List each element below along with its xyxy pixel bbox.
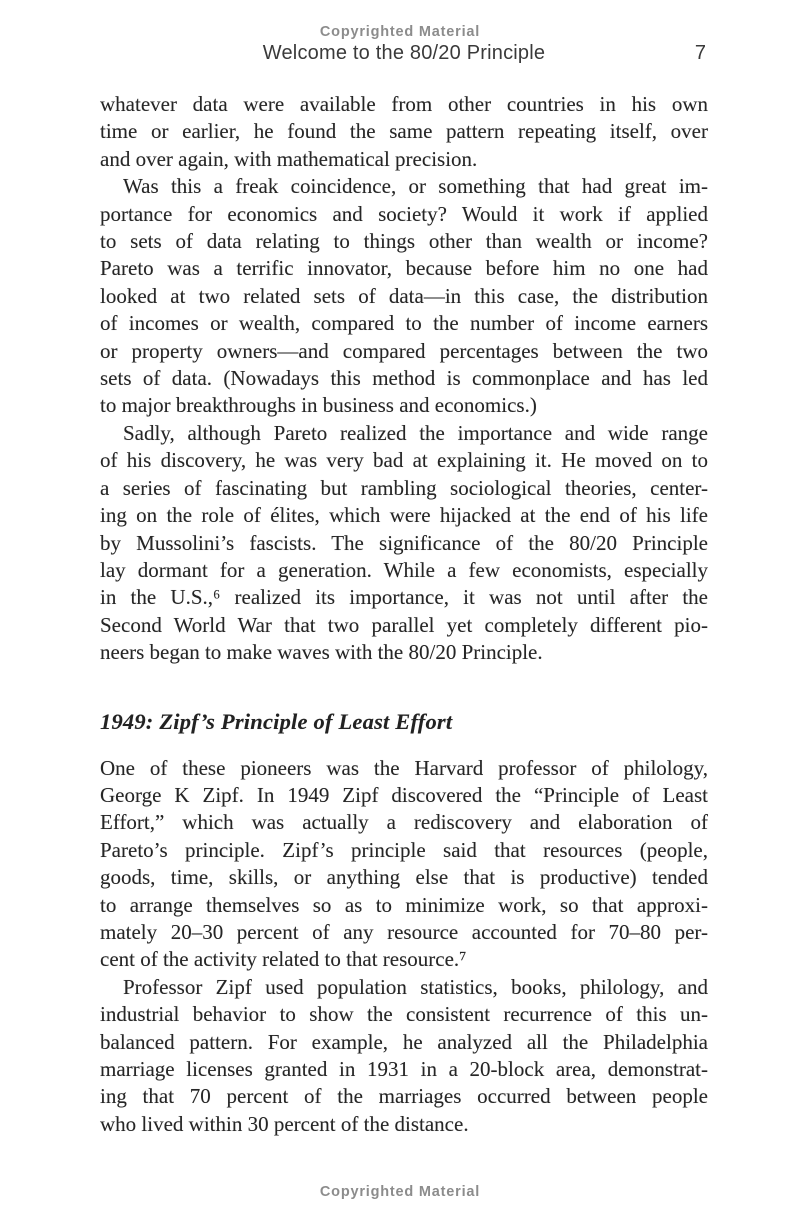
- paragraph: [100, 420, 708, 667]
- copyright-notice-top: Copyrighted Material: [319, 24, 481, 40]
- text-line: Sadly, although Pareto realized the importance and wide range: [123, 420, 708, 445]
- paragraph: [100, 173, 708, 420]
- text-line: Pareto was a terrific innovator, because before him no one had: [100, 256, 708, 281]
- text-line: cent of the activity related to that resource.⁷: [100, 947, 467, 972]
- text-line: George K Zipf. In 1949 Zipf discovered the “Principle of Least: [100, 782, 708, 807]
- running-header: [100, 42, 708, 70]
- text-line: Professor Zipf used population statistics, books, philology, and: [123, 974, 708, 999]
- section-heading: 1949: Zipf’s Principle of Least Effort: [100, 708, 453, 734]
- running-header-title: Welcome to the 80/20 Principle: [262, 42, 546, 64]
- text-line: Was this a freak coincidence, or something that had great im-: [123, 174, 708, 199]
- text-line: goods, time, skills, or anything else that is productive) tended: [100, 865, 708, 890]
- text-line: sets of data. (Nowadays this method is commonplace and has led: [100, 366, 708, 391]
- text-line: neers began to make waves with the 80/20 Principle.: [100, 640, 543, 665]
- text-line: in the U.S.,⁶ realized its importance, it was not until after the: [100, 585, 708, 610]
- text-line: Effort,” which was actually a rediscovery and elaboration of: [100, 810, 708, 835]
- paragraph: [100, 91, 708, 173]
- text-line: a series of fascinating but rambling sociological theories, center-: [100, 475, 708, 500]
- text-line: Second World War that two parallel yet completely different pio-: [100, 612, 708, 637]
- page-body: [100, 91, 708, 1138]
- text-line: Pareto’s principle. Zipf’s principle said that resources (people,: [100, 837, 708, 862]
- text-line: lay dormant for a generation. While a few economists, especially: [100, 557, 708, 582]
- text-line: or property owners—and compared percentages between the two: [100, 338, 708, 363]
- text-line: of his discovery, he was very bad at explaining it. He moved on to: [100, 448, 708, 473]
- text-line: and over again, with mathematical precision.: [100, 146, 478, 171]
- page-number: 7: [694, 42, 706, 64]
- text-line: to arrange themselves so as to minimize work, so that approxi-: [100, 892, 708, 917]
- text-line: ing that 70 percent of the marriages occurred between people: [100, 1084, 708, 1109]
- text-line: to major breakthroughs in business and economics.): [100, 393, 537, 418]
- paragraph: [100, 974, 708, 1138]
- text-line: balanced pattern. For example, he analyzed all the Philadelphia: [100, 1029, 708, 1054]
- text-line: time or earlier, he found the same pattern repeating itself, over: [100, 119, 708, 144]
- text-line: industrial behavior to show the consistent recurrence of this un-: [100, 1002, 708, 1027]
- paragraph: [100, 755, 708, 974]
- text-line: One of these pioneers was the Harvard professor of philology,: [100, 755, 708, 780]
- text-line: ing on the role of élites, which were hijacked at the end of his life: [100, 503, 708, 528]
- text-line: looked at two related sets of data—in this case, the distribution: [100, 283, 708, 308]
- text-line: marriage licenses granted in 1931 in a 20-block area, demonstrat-: [100, 1057, 708, 1081]
- text-line: portance for economics and society? Would it work if applied: [100, 201, 708, 226]
- text-line: to sets of data relating to things other than wealth or income?: [100, 229, 708, 254]
- text-line: mately 20–30 percent of any resource accounted for 70–80 per-: [100, 919, 708, 944]
- text-line: of incomes or wealth, compared to the number of income earners: [100, 311, 708, 336]
- text-line: who lived within 30 percent of the distance.: [100, 1111, 469, 1136]
- text-line: by Mussolini’s fascists. The significance of the 80/20 Principle: [100, 530, 708, 555]
- text-line: whatever data were available from other countries in his own: [100, 92, 708, 116]
- copyright-notice-bottom: Copyrighted Material: [319, 1184, 481, 1200]
